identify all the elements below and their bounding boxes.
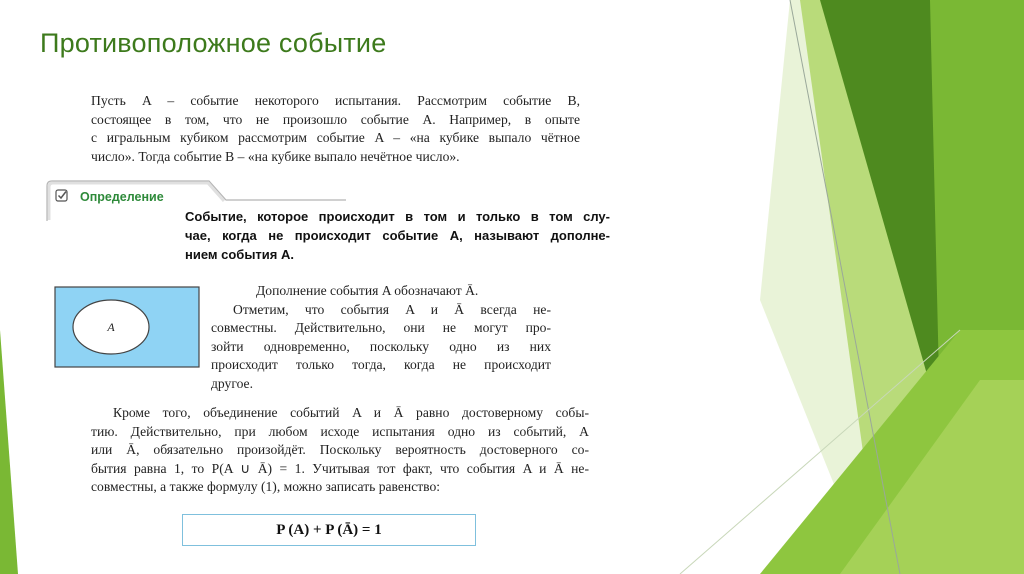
intro-paragraph — [91, 92, 580, 166]
text-line: чае, когда не происходит событие A, называют дополне- — [185, 228, 610, 243]
text-line: другое. — [211, 375, 253, 391]
text-line: тию. Действительно, при любом исходе испытания одно из событий, A — [91, 423, 589, 439]
formula-box — [182, 514, 476, 546]
definition-text — [185, 207, 610, 264]
definition-label: Определение — [80, 190, 164, 204]
text-line: нием события A. — [185, 247, 294, 262]
text-line: Отметим, что события A и Ā всегда не- — [233, 301, 551, 317]
venn-label: A — [107, 320, 115, 334]
checkbox-icon — [56, 190, 67, 201]
text-line: Пусть A – событие некоторого испытания. Рассмотрим событие B, — [91, 93, 580, 108]
decor-left-shape — [0, 330, 18, 574]
text-line: бытия равна 1, то P(A ∪ Ā) = 1. Учитывая тот факт, что события A и Ā не- — [91, 460, 589, 476]
text-line: совместны. Действительно, они не могут про- — [211, 320, 551, 335]
complement-paragraph — [211, 282, 551, 393]
text-line: число». Тогда событие B – «на кубике выпало нечётное число». — [91, 148, 460, 164]
formula: P (A) + P (Ā) = 1 — [276, 521, 382, 538]
text-line: зойти одновременно, поскольку одно из них — [211, 338, 551, 354]
text-line: или Ā, обязательно произойдёт. Поскольку вероятность достоверного со- — [91, 442, 589, 457]
venn-diagram — [54, 286, 200, 368]
slide-title: Противоположное событие — [40, 28, 387, 58]
union-paragraph — [91, 404, 589, 497]
text-line: Событие, которое происходит в том и только в том слу- — [185, 209, 610, 224]
text-line: происходит только тогда, когда не происходит — [211, 357, 551, 372]
text-line: Дополнение события A обозначают Ā. — [256, 283, 479, 298]
text-line: совместны, а также формулу (1), можно записать равенство: — [91, 479, 441, 494]
text-line: Кроме того, объединение событий A и Ā равно достоверному собы- — [113, 405, 589, 420]
text-line: состоящее в том, что не произошло событие A. Например, в опыте — [91, 111, 580, 127]
text-line: с игральным кубиком рассмотрим событие A – «на кубике выпало чётное — [91, 130, 580, 145]
